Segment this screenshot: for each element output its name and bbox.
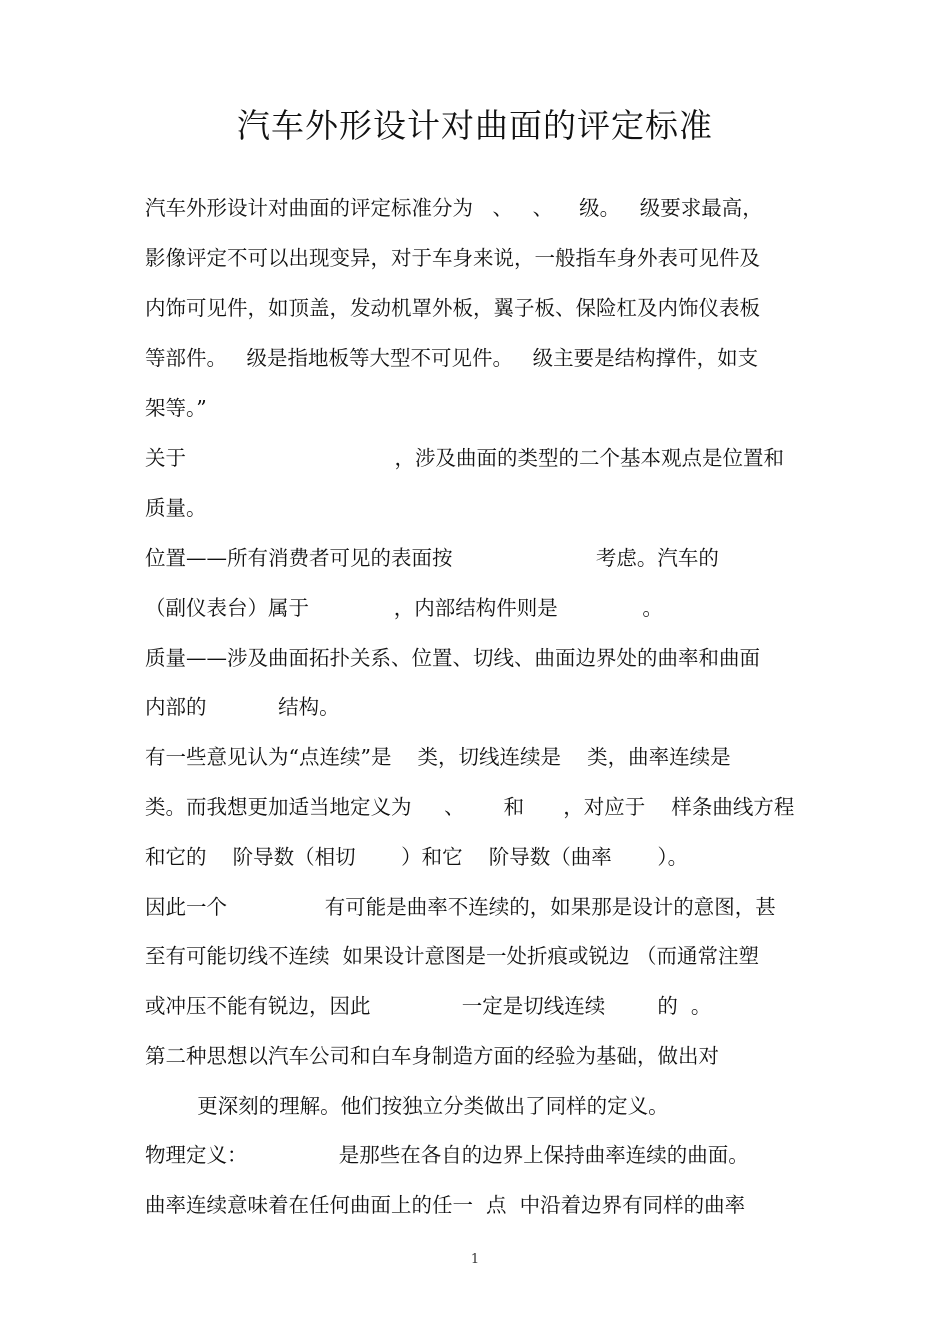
paragraph-line: 质量。 — [145, 496, 207, 520]
page-number: 1 — [470, 1252, 480, 1267]
paragraph-line: 或冲压不能有锐边，因此 一定是切线连续 的 。 — [145, 994, 712, 1018]
paragraph-line: 等部件。 级是指地板等大型不可见件。 级主要是结构撑件，如支 — [145, 346, 759, 370]
paragraph-line: 物理定义： 是那些在各自的边界上保持曲率连续的曲面。 — [145, 1143, 749, 1167]
paragraph-line: 更深刻的理解。他们按独立分类做出了同样的定义。 — [145, 1094, 669, 1118]
document-title: 汽车外形设计对曲面的评定标准 — [237, 106, 713, 145]
paragraph-line: 内部的 结构。 — [145, 695, 340, 719]
paragraph-line: 类。而我想更加适当地定义为 、 和 ，对应于 样条曲线方程 — [145, 795, 795, 819]
paragraph-line: （副仪表台）属于 ，内部结构件则是 。 — [145, 596, 663, 620]
paragraph-line: 因此一个 有可能是曲率不连续的，如果那是设计的意图，甚 — [145, 895, 776, 919]
paragraph-line: 汽车外形设计对曲面的评定标准分为 、 、 级。 级要求最高， — [145, 196, 763, 220]
paragraph-line: 质量——涉及曲面拓扑关系、位置、切线、曲面边界处的曲率和曲面 — [145, 646, 760, 670]
paragraph-line: 位置——所有消费者可见的表面按 考虑。汽车的 — [145, 546, 719, 570]
paragraph-line: 架等。” — [145, 396, 207, 420]
paragraph-line: 至有可能切线不连续 如果设计意图是一处折痕或锐边 （而通常注塑 — [145, 944, 760, 968]
paragraph-line: 有一些意见认为“点连续”是 类，切线连续是 类，曲率连续是 — [145, 745, 731, 769]
paragraph-line: 曲率连续意味着在任何曲面上的任一 点 中沿着边界有同样的曲率 — [145, 1193, 746, 1217]
paragraph-line: 内饰可见件，如顶盖，发动机罩外板，翼子板、保险杠及内饰仪表板 — [145, 296, 760, 320]
paragraph-line: 和它的 阶导数（相切 ）和它 阶导数（曲率 ）。 — [145, 845, 689, 869]
paragraph-line: 影像评定不可以出现变异，对于车身来说，一般指车身外表可见件及 — [145, 246, 760, 270]
paragraph-line: 第二种思想以汽车公司和白车身制造方面的经验为基础，做出对 — [145, 1044, 719, 1068]
paragraph-line: 关于 ，涉及曲面的类型的二个基本观点是位置和 — [145, 446, 785, 470]
